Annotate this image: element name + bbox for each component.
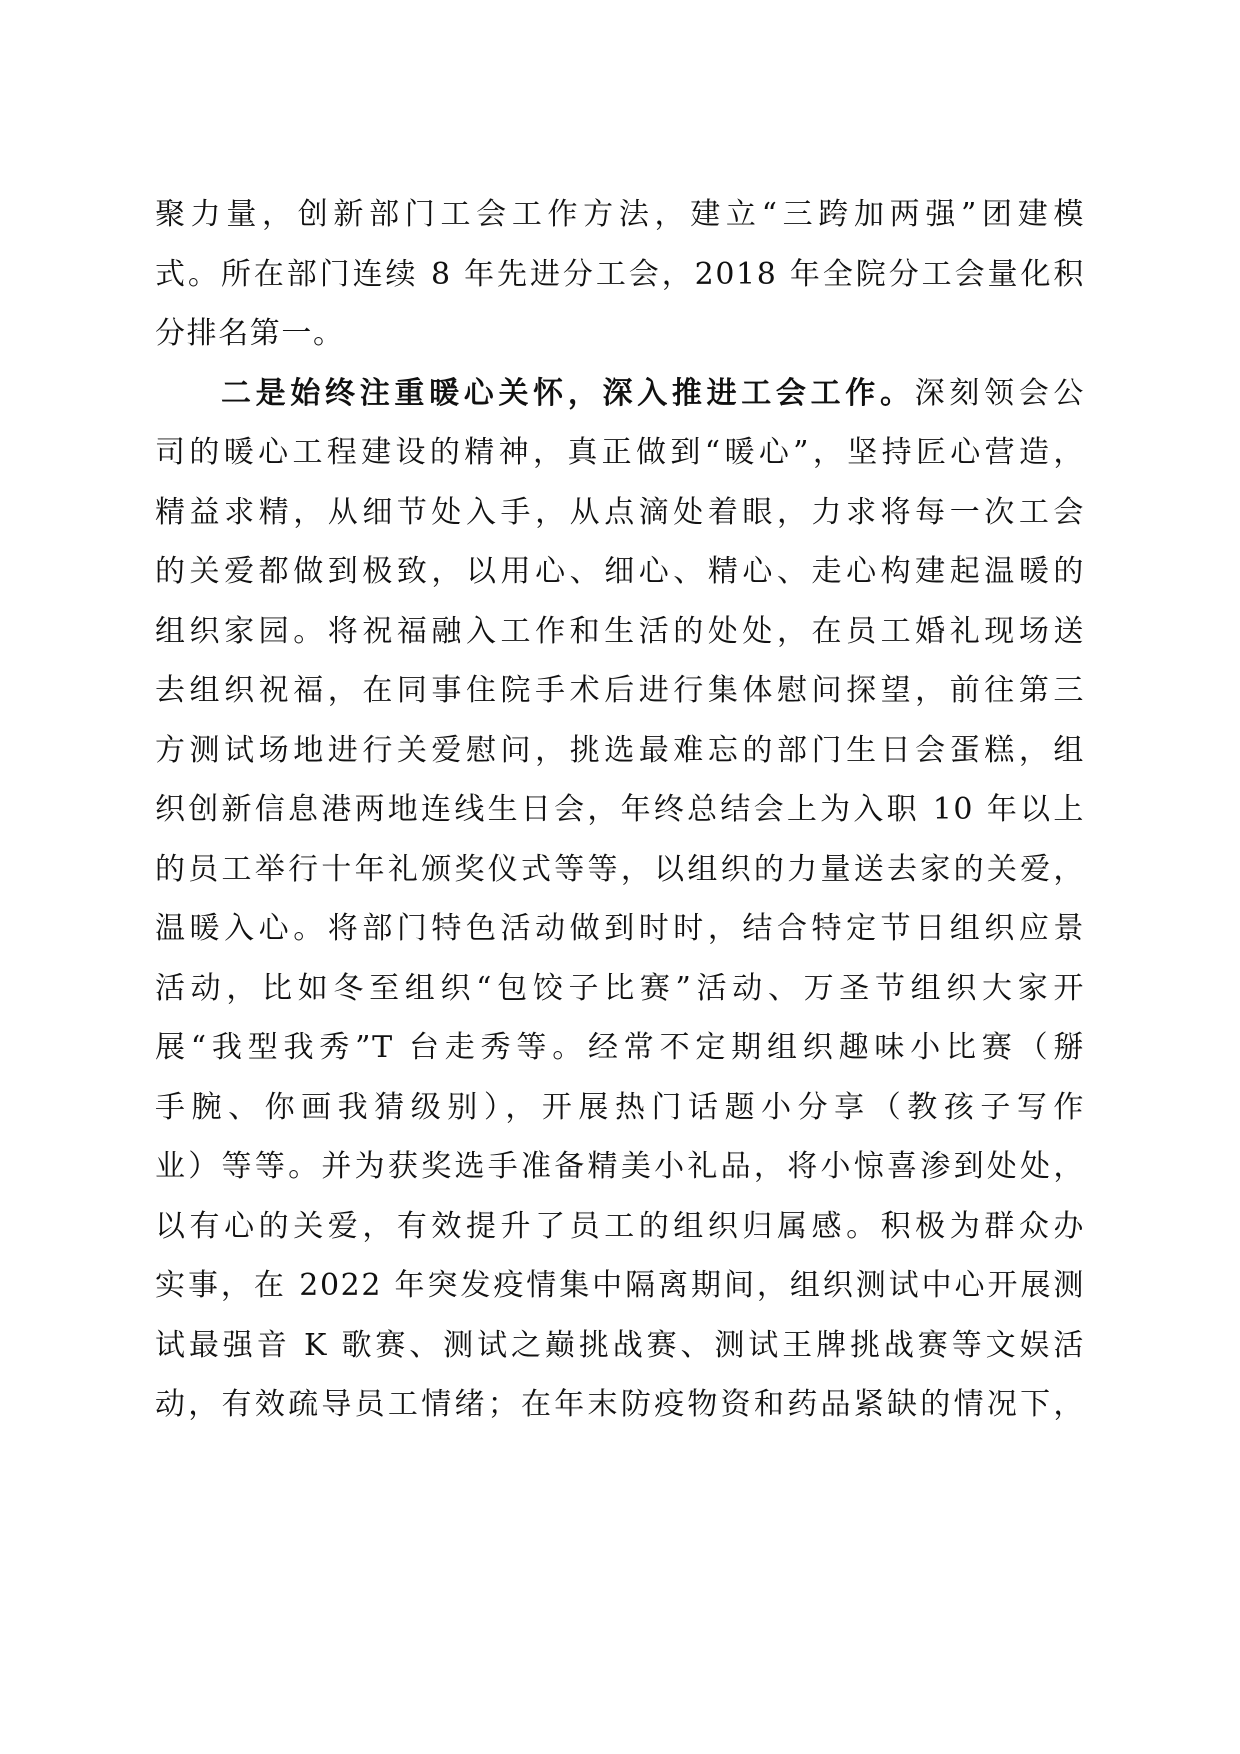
text-line: 式。所在部门连续 8 年先进分工会，2018 年全院分工会量化积 (155, 256, 1085, 292)
text-line: 的关爱都做到极致，以用心、细心、精心、走心构建起温暖的 (155, 554, 1085, 589)
text-line: 聚力量，创新部门工会工作方法，建立“三跨加两强”团建模 (155, 197, 1085, 232)
text-line: 展“我型我秀”T 台走秀等。经常不定期组织趣味小比赛（掰 (155, 1030, 1085, 1065)
text-line: 试最强音 K 歌赛、测试之巅挑战赛、测试王牌挑战赛等文娱活 (155, 1327, 1085, 1363)
paragraph-heading: 二是始终注重暖心关怀，深入推进工会工作。 (221, 375, 915, 411)
text-line: 精益求精，从细节处入手，从点滴处着眼，力求将每一次工会 (155, 494, 1085, 530)
text-line: 司的暖心工程建设的精神，真正做到“暖心”，坚持匠心营造， (155, 435, 1085, 470)
text-line: 方测试场地进行关爱慰问，挑选最难忘的部门生日会蛋糕，组 (155, 732, 1085, 768)
text-line: 以有心的关爱，有效提升了员工的组织归属感。积极为群众办 (155, 1208, 1085, 1244)
text-line: 组织家园。将祝福融入工作和生活的处处，在员工婚礼现场送 (155, 613, 1085, 649)
text-line: 活动，比如冬至组织“包饺子比赛”活动、万圣节组织大家开 (155, 970, 1085, 1006)
text-line: 的员工举行十年礼颁奖仪式等等，以组织的力量送去家的关爱， (155, 851, 1085, 887)
text-line: 去组织祝福，在同事住院手术后进行集体慰问探望，前往第三 (155, 673, 1085, 708)
text-line: 动，有效疏导员工情绪；在年末防疫物资和药品紧缺的情况下， (155, 1387, 1085, 1422)
text-line: 织创新信息港两地连线生日会，年终总结会上为入职 10 年以上 (155, 792, 1085, 827)
body-text (155, 185, 1085, 1435)
text-line: 分排名第一。 (155, 316, 345, 351)
text-line: 实事，在 2022 年突发疫情集中隔离期间，组织测试中心开展测 (155, 1268, 1085, 1303)
text-line: 温暖入心。将部门特色活动做到时时，结合特定节日组织应景 (155, 911, 1085, 946)
paragraph-heading-line (155, 364, 1085, 424)
text-line: 业）等等。并为获奖选手准备精美小礼品，将小惊喜渗到处处， (155, 1149, 1085, 1184)
text-segment: 深刻领会公 (914, 375, 1086, 411)
text-line: 手腕、你画我猜级别），开展热门话题小分享（教孩子写作 (155, 1089, 1085, 1125)
